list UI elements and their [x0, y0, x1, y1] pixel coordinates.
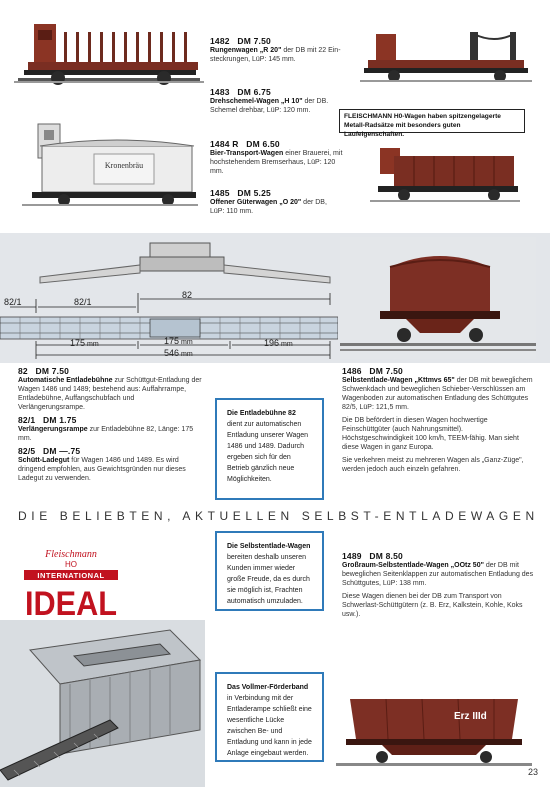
grossraum-wagen-1489-photo: [336, 675, 532, 775]
box-text: in Verbindung mit der Entladerampe schließt eine wesentliche Lücke zwischen Be- und Entladung und kann in jede Anlage eingebaut werden.: [227, 695, 312, 757]
logo-script: Fleischmann: [45, 549, 97, 560]
section-headline: DIE BELIEBTEN, AKTUELLEN SELBST-ENTLADEWAGEN: [18, 509, 539, 523]
erz-wagon-label: Erz IIId: [454, 711, 487, 722]
dim-unit: mm: [86, 341, 99, 348]
item-name: Offener Güterwagen „O 20": [210, 199, 302, 206]
item-price: DM 1.75: [43, 415, 77, 425]
item-code: 82/1: [18, 415, 36, 425]
bier-transport-wagen-photo: [22, 118, 198, 214]
item-text: zur Schüttgut-Entladung der Wagen 1486 und 1489; bestehend aus: Auffahrrampe, Entladebühne, Auffangschubfach und Verlängerungsrampe.: [18, 377, 202, 411]
item-1489: [342, 552, 534, 619]
logo-international: INTERNATIONAL: [37, 571, 105, 580]
item-name: Bier-Transport-Wagen: [210, 150, 284, 157]
info-box-selbstentlade: [215, 531, 324, 611]
item-name: Rungenwagen „R 20": [210, 47, 282, 54]
item-name: Drehschemel-Wagen „H 10": [210, 98, 303, 105]
item-text: der DB.: [302, 98, 329, 105]
item-text: der DB mit beweglichen Seitenklappen zur automatischen Entladung des Schüttgutes, LüP: 138 mm.: [342, 562, 534, 587]
page-number: 23: [527, 767, 538, 777]
foerderband-photo: [0, 620, 205, 787]
dim-175-a: [70, 338, 99, 348]
item-price: DM 7.50: [237, 36, 271, 46]
dim-value: 175: [164, 336, 180, 346]
box-bold: Das Vollmer-Förderband: [227, 684, 309, 691]
dim-value: 546: [164, 348, 180, 358]
dim-82-1-b: 82/1: [74, 297, 92, 307]
item-name: Schütt-Ladegut: [18, 457, 70, 464]
box-text: bereiten deshalb unseren Kunden immer wieder große Freude, da es durch sie möglich ist, Frachten automatisch umzuladen.: [227, 554, 310, 605]
box-bold: Die Entladebühne 82: [227, 410, 296, 417]
item-text: einer Brauerei, mit: [283, 150, 343, 157]
logo-ho: HO: [65, 560, 77, 569]
item-text-2: Diese Wagen dienen bei der DB zum Transport von Schwerlast-Schüttgütern (z. B. Erz, Kalkstein, Kohle, Koks usw.).: [342, 593, 523, 618]
dim-196: [264, 338, 293, 348]
item-code: 1482: [210, 36, 230, 46]
fleischmann-note: [339, 109, 525, 138]
offener-gueterwagen-photo: [370, 140, 520, 212]
item-text: zur Entladebühne 82, Länge: 175 mm.: [18, 426, 194, 442]
item-code: 82/5: [18, 446, 36, 456]
item-82-5: [18, 447, 203, 483]
item-price: DM 5.25: [237, 188, 271, 198]
dim-82: 82: [182, 290, 193, 300]
dim-unit: mm: [180, 339, 193, 346]
item-price: DM —.75: [43, 446, 81, 456]
item-text: der DB,: [301, 199, 327, 206]
dim-unit: mm: [280, 341, 293, 348]
item-name: Automatische Entladebühne: [18, 377, 113, 384]
item-1482: [210, 37, 345, 64]
beer-wagon-label: Kronenbräu: [104, 161, 144, 170]
item-code: 1483: [210, 87, 230, 97]
info-box-entladebuehne: [215, 398, 324, 500]
item-price: DM 7.50: [35, 366, 70, 376]
box-text: dient zur automatischen Entladung unserer Wagen 1486 und 1489. Dadurch ergeben sich für den Betrieb gänzlich neue Möglichkeiten.: [227, 421, 309, 483]
note-brand: FLEISCHMANN H0-Wagen: [344, 113, 426, 120]
item-code: 82: [18, 366, 28, 376]
fleischmann-ideal-logo: [22, 545, 120, 620]
item-1486: [342, 367, 534, 474]
item-name: Selbstentlade-Wagen „Kttmvs 65": [342, 377, 455, 384]
item-text-2: hochstehendem Bremserhaus, LüP: 120 mm.: [210, 159, 336, 175]
item-82: [18, 367, 203, 412]
item-text-2: LüP: 110 mm.: [210, 208, 254, 215]
drehschemel-wagen-photo: [360, 26, 532, 92]
dim-value: 175: [70, 338, 86, 348]
item-price: DM 7.50: [369, 366, 403, 376]
rungenwagen-photo: [14, 18, 204, 98]
item-1484r: [210, 140, 345, 176]
item-price: DM 8.50: [369, 551, 403, 561]
item-text: für Wagen 1486 und 1489. Es wird dringend empfohlen, aus Gewichtsgründen nur dieses Ladegut zu verwenden.: [18, 457, 186, 482]
item-text-2: Die DB befördert in diesen Wagen hochwertige Feinschüttgüter (auch Nahrungsmittel). Höchstgeschwindigkeit 100 km/h, TEEM-fähig. Man sieht diese Wagen in ganz Europa.: [342, 417, 519, 451]
dim-175-b: [164, 336, 193, 346]
item-text: der DB mit 22 Ein-: [281, 47, 341, 54]
item-code: 1484 R: [210, 139, 239, 149]
item-price: DM 6.50: [246, 139, 280, 149]
info-box-foerderband: [215, 672, 324, 762]
dim-82-1-a: 82/1: [4, 297, 22, 307]
box-bold: Die Selbstentlade-Wagen: [227, 543, 311, 550]
dim-value: 196: [264, 338, 280, 348]
item-82-1: [18, 416, 203, 443]
item-text-2: steckrungen, LüP: 145 mm.: [210, 56, 296, 63]
item-name: Verlängerungsrampe: [18, 426, 88, 433]
dim-unit: mm: [180, 351, 193, 358]
item-text-2: Schemel drehbar, LüP: 120 mm.: [210, 107, 311, 114]
item-code: 1486: [342, 366, 362, 376]
item-code: 1485: [210, 188, 230, 198]
item-1485: [210, 189, 345, 216]
item-code: 1489: [342, 551, 362, 561]
item-text-3: Sie verkehren meist zu mehreren Wagen als „Ganz-Züge", werden jedoch auch einzeln gefahren.: [342, 457, 524, 473]
item-price: DM 6.75: [237, 87, 271, 97]
item-name: Großraum-Selbstentlade-Wagen „OOtz 50": [342, 562, 484, 569]
logo-ideal: IDEAL: [25, 585, 117, 620]
note-text: haben spitzengelagerte Metall-Radsätze mit besonders guten Laufeigenschaften.: [344, 113, 501, 138]
dim-546: [164, 348, 193, 358]
selbstentlade-wagen-1486-photo: [340, 237, 536, 359]
item-text: der DB mit beweglichem Schwenkdach und beweglichen Schieber-Verschlüssen am Wagenboden zur automatischen Entladung des Schüttgutes 82/5, LüP: 121,5 mm.: [342, 377, 533, 411]
item-1483: [210, 88, 345, 115]
